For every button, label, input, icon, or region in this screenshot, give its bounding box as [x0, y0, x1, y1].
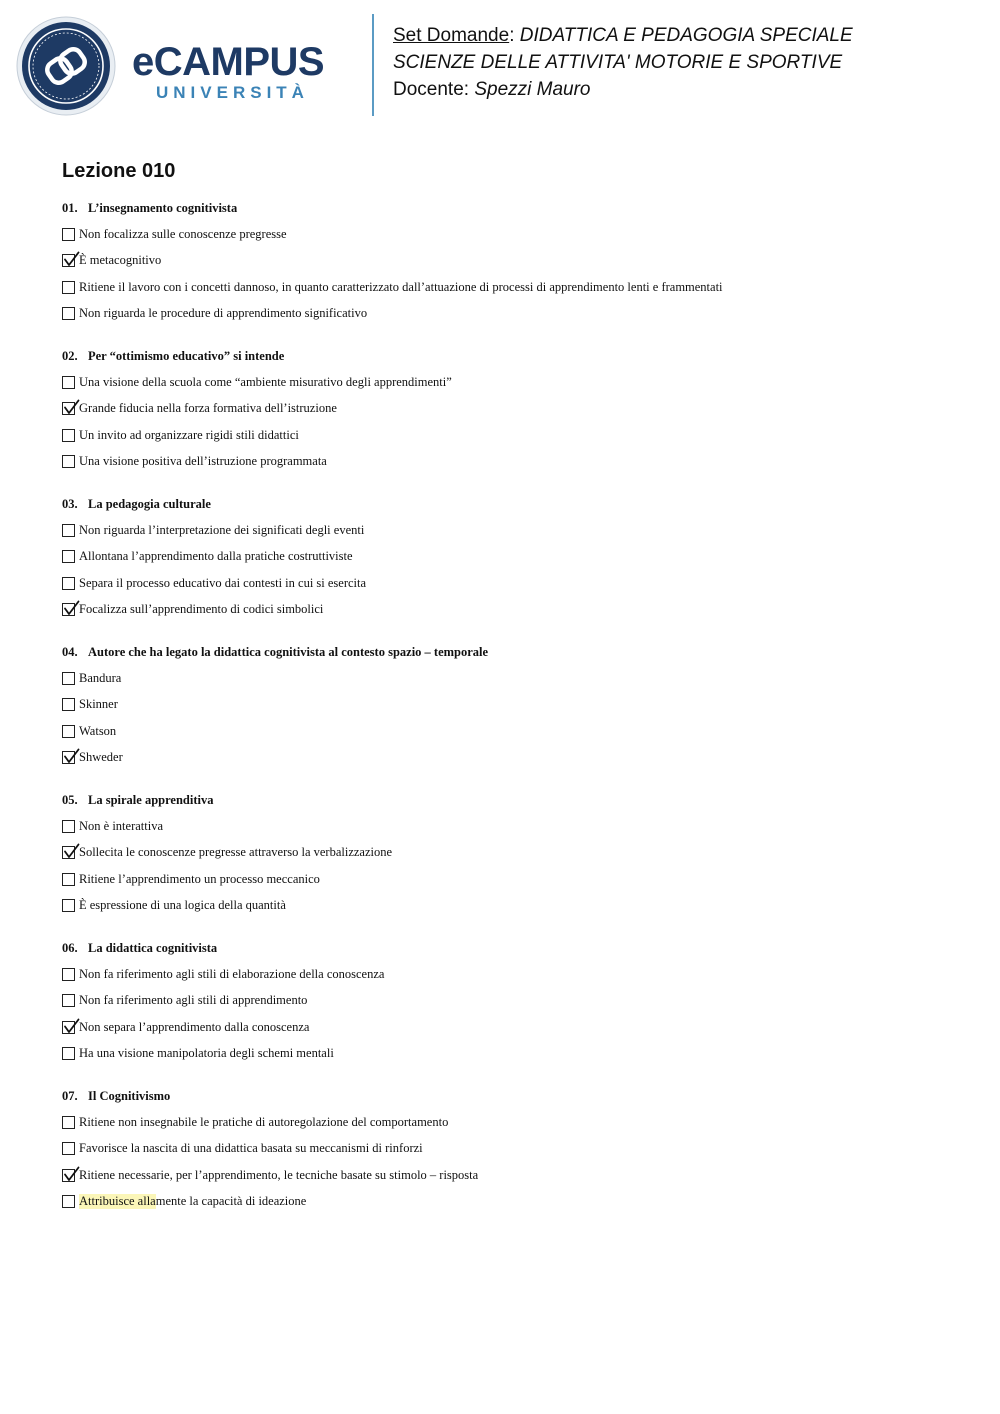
answer-option[interactable] — [62, 745, 962, 772]
docente-label: Docente: — [393, 79, 470, 100]
answer-option[interactable] — [62, 570, 962, 597]
answer-option[interactable] — [62, 1041, 962, 1068]
answer-option[interactable] — [62, 221, 962, 248]
checkmark-icon — [63, 251, 80, 268]
answer-text: Ritiene non insegnabile le pratiche di autoregolazione del comportamento — [79, 1114, 449, 1129]
answer-option[interactable] — [62, 692, 962, 719]
question-block — [62, 491, 962, 623]
checked-checkbox[interactable] — [62, 846, 75, 859]
answer-text: Non separa l’apprendimento dalla conoscenza — [79, 1019, 310, 1034]
answer-text: Ritiene necessarie, per l’apprendimento, le tecniche basate su stimolo – risposta — [79, 1167, 479, 1182]
answer-option[interactable] — [62, 840, 962, 867]
question-block — [62, 787, 962, 919]
answer-text: Non focalizza sulle conoscenze pregresse — [79, 226, 287, 241]
answer-option[interactable] — [62, 597, 962, 624]
course-line-1 — [393, 22, 853, 49]
checkbox[interactable] — [62, 672, 75, 685]
answer-option[interactable] — [62, 544, 962, 571]
answer-option[interactable] — [62, 813, 962, 840]
checkbox[interactable] — [62, 1195, 75, 1208]
question-block — [62, 195, 962, 327]
checkbox[interactable] — [62, 307, 75, 320]
course-subtitle: SCIENZE DELLE ATTIVITA' MOTORIE E SPORTIVE — [393, 52, 843, 73]
checkmark-icon — [63, 843, 80, 860]
checkbox[interactable] — [62, 1047, 75, 1060]
checkbox[interactable] — [62, 873, 75, 886]
answer-text: Watson — [79, 723, 117, 738]
question-number: 07. — [62, 1089, 78, 1103]
question-heading — [62, 787, 962, 813]
answer-text: Allontana l’apprendimento dalla pratiche costruttiviste — [79, 549, 353, 564]
answer-text: Una visione della scuola come “ambiente misurativo degli apprendimenti” — [79, 374, 452, 389]
question-number: 06. — [62, 941, 78, 955]
checkbox[interactable] — [62, 698, 75, 711]
answer-text: Non riguarda le procedure di apprendimento significativo — [79, 306, 368, 321]
checkbox[interactable] — [62, 994, 75, 1007]
checkbox[interactable] — [62, 1142, 75, 1155]
question-title: L’insegnamento cognitivista — [88, 201, 238, 215]
answer-text: Shweder — [79, 750, 123, 765]
answer-text: È metacognitivo — [79, 253, 162, 268]
answer-option[interactable] — [62, 396, 962, 423]
answer-option[interactable] — [62, 274, 962, 301]
checkmark-icon — [63, 1018, 80, 1035]
answer-option[interactable] — [62, 369, 962, 396]
question-number: 03. — [62, 497, 78, 511]
highlighted-text: Attribuisce alla — [79, 1194, 156, 1209]
answer-text: Ritiene il lavoro con i concetti dannoso, in quanto caratterizzato dall’attuazione di processi di apprendimento lenti e frammentati — [79, 279, 723, 294]
question-block — [62, 1083, 962, 1215]
course-line-2 — [393, 49, 853, 76]
lesson-title: Lezione 010 — [62, 160, 176, 182]
set-label: Set Domande — [393, 25, 510, 46]
checkbox[interactable] — [62, 725, 75, 738]
course-title: DIDATTICA E PEDAGOGIA SPECIALE — [519, 25, 853, 46]
question-number: 01. — [62, 201, 78, 215]
checkbox[interactable] — [62, 228, 75, 241]
answer-option[interactable] — [62, 1109, 962, 1136]
checked-checkbox[interactable] — [62, 751, 75, 764]
question-heading — [62, 343, 962, 369]
checkmark-icon — [63, 748, 80, 765]
answer-option[interactable] — [62, 718, 962, 745]
answer-text: Una visione positiva dell’istruzione programmata — [79, 454, 327, 469]
question-block — [62, 935, 962, 1067]
checked-checkbox[interactable] — [62, 402, 75, 415]
checkbox[interactable] — [62, 429, 75, 442]
answer-option[interactable] — [62, 449, 962, 476]
question-heading — [62, 1083, 962, 1109]
answer-option[interactable] — [62, 961, 962, 988]
answer-text: Sollecita le conoscenze pregresse attraverso la verbalizzazione — [79, 845, 393, 860]
answer-option[interactable] — [62, 866, 962, 893]
answer-text: Skinner — [79, 697, 118, 712]
answer-text: Ritiene l’apprendimento un processo meccanico — [79, 871, 320, 886]
checked-checkbox[interactable] — [62, 1021, 75, 1034]
checkbox[interactable] — [62, 281, 75, 294]
answer-option[interactable] — [62, 517, 962, 544]
answer-text: Non fa riferimento agli stili di apprendimento — [79, 993, 308, 1008]
checkmark-icon — [63, 600, 80, 617]
ecampus-wordmark — [132, 42, 357, 112]
answer-text: Bandura — [79, 670, 122, 685]
checked-checkbox[interactable] — [62, 254, 75, 267]
set-separator: : — [509, 25, 515, 46]
answer-text: Non riguarda l’interpretazione dei significati degli eventi — [79, 522, 365, 537]
answer-option[interactable] — [62, 665, 962, 692]
answer-text: Ha una visione manipolatoria degli schemi mentali — [79, 1046, 334, 1061]
question-list — [62, 195, 962, 1215]
answer-text: Non fa riferimento agli stili di elaborazione della conoscenza — [79, 966, 385, 981]
question-number: 04. — [62, 645, 78, 659]
answer-option[interactable] — [62, 1014, 962, 1041]
docente-line — [393, 76, 853, 103]
question-block — [62, 343, 962, 475]
checkbox[interactable] — [62, 577, 75, 590]
answer-option[interactable] — [62, 1162, 962, 1189]
checkmark-icon — [63, 399, 80, 416]
question-title: Per “ottimismo educativo” si intende — [88, 349, 285, 363]
checkbox[interactable] — [62, 968, 75, 981]
answer-option[interactable] — [62, 301, 962, 328]
page-header — [0, 0, 1000, 130]
question-title: La spirale apprenditiva — [88, 793, 214, 807]
question-heading — [62, 491, 962, 517]
answer-option[interactable] — [62, 1136, 962, 1163]
checkbox[interactable] — [62, 524, 75, 537]
answer-text: Un invito ad organizzare rigidi stili didattici — [79, 427, 299, 442]
checkbox[interactable] — [62, 1116, 75, 1129]
question-number: 05. — [62, 793, 78, 807]
answer-text: Focalizza sull’apprendimento di codici simbolici — [79, 602, 324, 617]
question-title: Il Cognitivismo — [88, 1089, 171, 1103]
question-block — [62, 639, 962, 771]
question-title: Autore che ha legato la didattica cognitivista al contesto spazio – temporale — [88, 645, 489, 659]
answer-text: Grande fiducia nella forza formativa dell’istruzione — [79, 401, 337, 416]
question-heading — [62, 639, 962, 665]
checkbox[interactable] — [62, 376, 75, 389]
checkbox[interactable] — [62, 899, 75, 912]
checked-checkbox[interactable] — [62, 1169, 75, 1182]
answer-option[interactable] — [62, 893, 962, 920]
header-divider — [372, 14, 374, 116]
header-info — [393, 22, 853, 103]
checked-checkbox[interactable] — [62, 603, 75, 616]
checkbox[interactable] — [62, 550, 75, 563]
question-title: La pedagogia culturale — [88, 497, 211, 511]
answer-option[interactable] — [62, 988, 962, 1015]
ecampus-seal-logo — [16, 16, 116, 116]
checkbox[interactable] — [62, 820, 75, 833]
question-number: 02. — [62, 349, 78, 363]
logo-subtext: UNIVERSITÀ — [156, 83, 309, 102]
logo-text: eCAMPUS — [132, 40, 325, 84]
answer-option[interactable] — [62, 1189, 962, 1216]
answer-text: Favorisce la nascita di una didattica basata su meccanismi di rinforzi — [79, 1141, 423, 1156]
answer-text-rest: mente la capacità di ideazione — [155, 1194, 307, 1209]
question-set — [62, 160, 962, 1231]
answer-option[interactable] — [62, 422, 962, 449]
answer-text: È espressione di una logica della quantità — [79, 898, 286, 913]
answer-text: Separa il processo educativo dai contesti in cui si esercita — [79, 575, 367, 590]
question-heading — [62, 195, 962, 221]
docente-name: Spezzi Mauro — [474, 79, 591, 100]
checkbox[interactable] — [62, 455, 75, 468]
answer-text: Non è interattiva — [79, 818, 163, 833]
question-heading — [62, 935, 962, 961]
answer-option[interactable] — [62, 248, 962, 275]
question-title: La didattica cognitivista — [88, 941, 218, 955]
checkmark-icon — [63, 1166, 80, 1183]
